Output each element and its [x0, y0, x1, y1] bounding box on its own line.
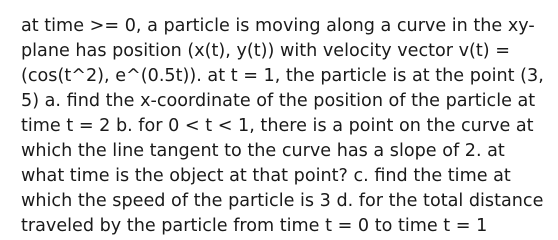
question-text: at time >= 0, a particle is moving along a curve in the xy-plane has position (x(t), y(t)) with velocity vector v(t) = (cos(t^2), e^(0.5t)). at t = 1, the particle is at the point (3, 5) a. find the x-coordinate of the position of the particle at time t = 2 b. for 0 < t < 1, there is a point on the curve at which the line tangent to the curve has a slope of 2. at what time is the object at that point? c. find the time at which the speed of the particle is 3 d. for the total distance traveled by the particle from time t = 0 to time t = 1	[21, 16, 544, 236]
